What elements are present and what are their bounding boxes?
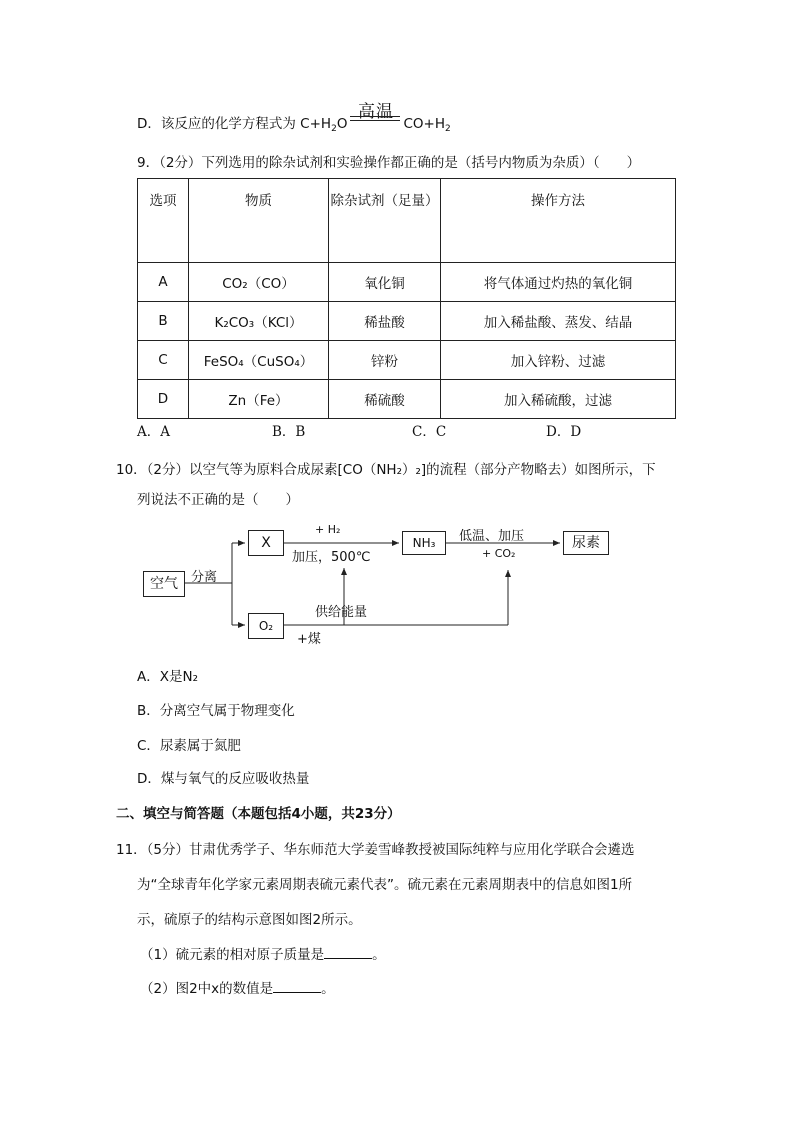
air-box: 空气 <box>143 571 185 597</box>
q11-sub2 <box>140 977 335 997</box>
q8-option-d-prefix: D．该反应的化学方程式为 C+H <box>137 116 332 132</box>
q11-line1: 11．（5分）甘肃优秀学子、华东师范大学姜雪峰教授被国际纯粹与应用化学联合会遴选 <box>116 842 635 858</box>
q10-option-a[interactable]: A．X是N₂ <box>137 669 198 685</box>
q8-option-d-suffix: CO+H <box>403 116 445 132</box>
q11-line3: 示，硫原子的结构示意图如图2所示。 <box>137 912 362 928</box>
q10-option-c[interactable]: C．尿素属于氮肥 <box>137 738 241 754</box>
cell-method: 加入稀盐酸、蒸发、结晶 <box>441 302 676 341</box>
answer-blank-2[interactable] <box>273 982 321 993</box>
q8-sub1: 2 <box>331 124 337 134</box>
cell-option: B <box>138 302 189 341</box>
cell-method: 将气体通过灼热的氧化铜 <box>441 263 676 302</box>
urea-box: 尿素 <box>563 531 609 555</box>
q10-stem-line1: 10．（2分）以空气等为原料合成尿素[CO（NH₂）₂]的流程（部分产物略去）如图所示，下 <box>116 462 656 478</box>
q11-sub1-suffix: 。 <box>372 947 386 963</box>
q9-answer-b[interactable]: B．B <box>272 424 306 440</box>
condition2-label: 低温、加压 <box>459 529 525 544</box>
x-box: X <box>248 530 284 556</box>
cell-option: C <box>138 341 189 380</box>
header-method: 操作方法 <box>441 179 676 263</box>
q11-sub1-prefix: （1）硫元素的相对原子质量是 <box>140 947 325 963</box>
header-reagent: 除杂试剂（足量） <box>329 179 441 263</box>
reaction-condition: 高温 <box>358 102 394 122</box>
co2-label: + CO₂ <box>482 547 516 560</box>
cell-reagent: 氧化铜 <box>329 263 441 302</box>
q9-answer-c[interactable]: C．C <box>412 424 447 440</box>
cell-reagent: 稀硫酸 <box>329 380 441 419</box>
energy-label: 供给能量 <box>315 605 368 620</box>
nh3-box: NH₃ <box>402 531 446 555</box>
cell-reagent: 锌粉 <box>329 341 441 380</box>
q11-line2: 为“全球青年化学家元素周期表硫元素代表”。硫元素在元素周期表中的信息如图1所 <box>137 877 633 893</box>
q10-stem-line2: 列说法不正确的是（ ） <box>137 492 299 508</box>
q11-sub2-suffix: 。 <box>321 981 335 997</box>
cell-substance: CO₂（CO） <box>189 263 329 302</box>
q11-sub2-prefix: （2）图2中x的数值是 <box>140 981 274 997</box>
cell-method: 加入锌粉、过滤 <box>441 341 676 380</box>
q9-stem: 9．（2分）下列选用的除杂试剂和实验操作都正确的是（括号内物质为杂质）（ ） <box>137 155 641 171</box>
cell-substance: K₂CO₃（KCl） <box>189 302 329 341</box>
separate-label: 分离 <box>191 570 218 585</box>
section-title: 二、填空与简答题（本题包括4小题，共23分） <box>116 806 401 822</box>
condition1-label: 加压，500℃ <box>292 550 371 565</box>
header-substance: 物质 <box>189 179 329 263</box>
cell-option: D <box>138 380 189 419</box>
cell-substance: Zn（Fe） <box>189 380 329 419</box>
q10-option-d[interactable]: D．煤与氧气的反应吸收热量 <box>137 771 310 787</box>
cell-method: 加入稀硫酸，过滤 <box>441 380 676 419</box>
q8-sub2: 2 <box>444 124 451 134</box>
q9-answer-d[interactable]: D．D <box>546 424 582 440</box>
answer-blank-1[interactable] <box>324 948 372 959</box>
h2-label: + H₂ <box>315 523 341 536</box>
cell-reagent: 稀盐酸 <box>329 302 441 341</box>
q8-option-d-mid: O <box>336 116 348 132</box>
cell-substance: FeSO₄（CuSO₄） <box>189 341 329 380</box>
q11-sub1 <box>140 943 386 963</box>
q10-option-b[interactable]: B．分离空气属于物理变化 <box>137 703 295 719</box>
cell-option: A <box>138 263 189 302</box>
header-option: 选项 <box>138 179 189 263</box>
coal-label: +煤 <box>297 632 321 647</box>
o2-box: O₂ <box>248 613 284 639</box>
q9-answer-a[interactable]: A．A <box>137 424 170 440</box>
